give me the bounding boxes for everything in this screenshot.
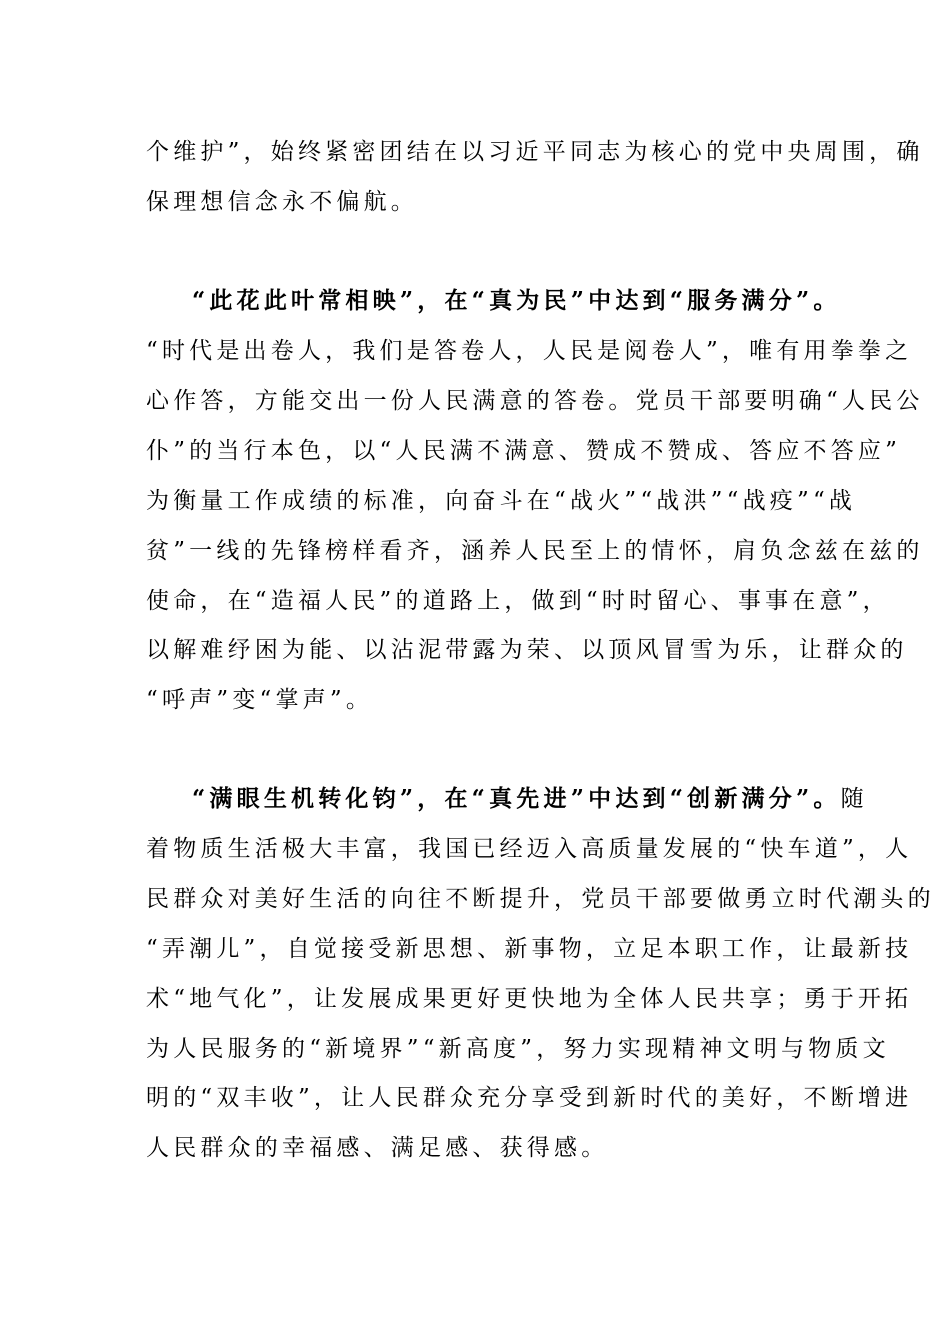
paragraph-first-line xyxy=(192,784,868,814)
paragraph-heading: “此花此叶常相映”，在“真为民”中达到“服务满分”。 xyxy=(192,287,841,314)
text-line: 术“地气化”，让发展成果更好更快地为全体人民共享；勇于开拓 xyxy=(146,986,913,1012)
text-line: “时代是出卷人，我们是答卷人，人民是阅卷人”，唯有用拳拳之 xyxy=(146,338,913,364)
text-line: 民群众对美好生活的向往不断提升，党员干部要做勇立时代潮头的 xyxy=(146,886,935,912)
heading-tail-text: 随 xyxy=(840,786,868,812)
text-line: “弄潮儿”，自觉接受新思想、新事物，立足本职工作，让最新技 xyxy=(146,936,913,962)
text-line: 仆”的当行本色，以“人民满不满意、赞成不赞成、答应不答应” xyxy=(146,438,902,464)
text-line: 人民群众的幸福感、满足感、获得感。 xyxy=(146,1135,609,1161)
paragraph-heading: “满眼生机转化钧”，在“真先进”中达到“创新满分”。 xyxy=(192,785,841,812)
text-line: 明的“双丰收”，让人民群众充分享受到新时代的美好，不断增进 xyxy=(146,1085,913,1111)
text-line: 为衡量工作成绩的标准，向奋斗在“战火”“战洪”“战疫”“战 xyxy=(146,488,857,514)
text-line: 使命，在“造福人民”的道路上，做到“时时留心、事事在意”， xyxy=(146,588,890,614)
text-line: 心作答，方能交出一份人民满意的答卷。党员干部要明确“人民公 xyxy=(146,388,924,414)
text-line: 保理想信念永不偏航。 xyxy=(146,189,418,215)
text-line: 着物质生活极大丰富，我国已经迈入高质量发展的“快车道”，人 xyxy=(146,836,913,862)
text-line: 贫”一线的先锋榜样看齐，涵养人民至上的情怀，肩负念兹在兹的 xyxy=(146,538,924,564)
text-line: 个维护”，始终紧密团结在以习近平同志为核心的党中央周围，确 xyxy=(146,139,924,165)
text-line: 为人民服务的“新境界”“新高度”，努力实现精神文明与物质文 xyxy=(146,1036,890,1062)
text-line: 以解难纾困为能、以沾泥带露为荣、以顶风冒雪为乐，让群众的 xyxy=(146,637,908,663)
text-line: “呼声”变“掌声”。 xyxy=(146,687,374,713)
